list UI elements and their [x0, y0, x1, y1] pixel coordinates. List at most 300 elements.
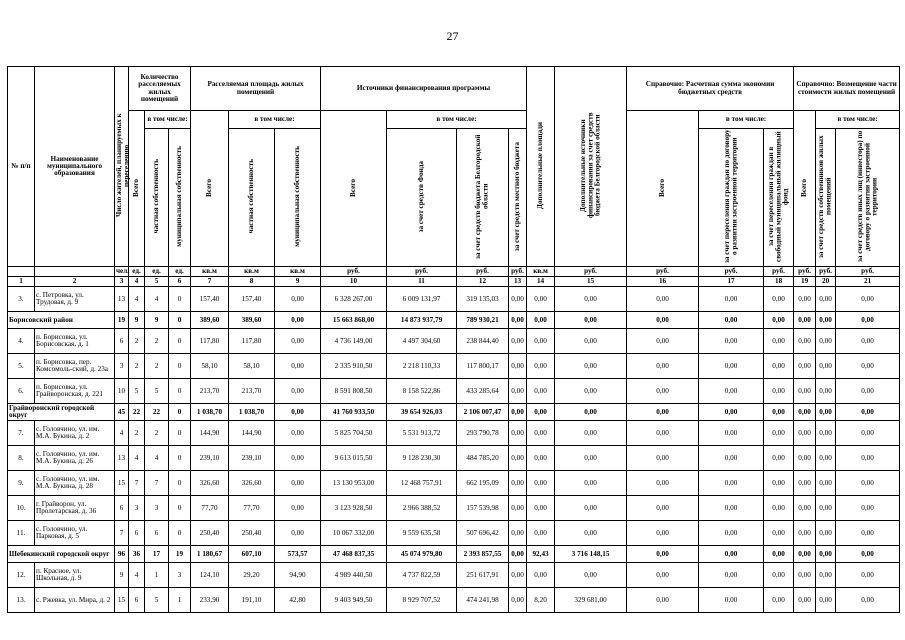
unit-cell: кв.м — [229, 267, 275, 277]
region-name: Борисовский район — [8, 312, 115, 329]
address-cell: с. Головчино, ул. им. М.А. Букина, д. 28 — [35, 471, 115, 496]
value-cell: 14 873 937,79 — [387, 312, 457, 329]
value-cell: 0 — [169, 521, 191, 546]
col-index: 3 — [115, 277, 129, 287]
value-cell: 58,10 — [229, 354, 275, 379]
value-cell: 2 — [145, 421, 169, 446]
row-number: 9. — [8, 471, 35, 496]
row-number: 12. — [8, 563, 35, 588]
unit-cell: руб. — [387, 267, 457, 277]
value-cell: 0,00 — [816, 471, 836, 496]
header-fin-fund: за счет средств Фонда — [416, 160, 425, 233]
value-cell: 96 — [115, 546, 129, 563]
value-cell: 0,00 — [836, 421, 900, 446]
value-cell: 92,43 — [527, 546, 555, 563]
unit-cell: руб. — [627, 267, 699, 277]
value-cell: 0 — [169, 354, 191, 379]
value-cell: 94,90 — [275, 563, 321, 588]
col-index: 11 — [387, 277, 457, 287]
value-cell: 4 — [129, 287, 145, 312]
table-row — [8, 421, 900, 446]
col-index: 19 — [794, 277, 816, 287]
value-cell: 0,00 — [836, 588, 900, 613]
value-cell: 0 — [169, 404, 191, 421]
value-cell: 1 — [145, 563, 169, 588]
value-cell: 0,00 — [275, 421, 321, 446]
value-cell: 9 613 015,50 — [321, 446, 387, 471]
table-row — [8, 329, 900, 354]
value-cell: 0,00 — [836, 329, 900, 354]
value-cell: 4 737 822,59 — [387, 563, 457, 588]
col-index: 7 — [191, 277, 229, 287]
value-cell: 15 663 868,00 — [321, 312, 387, 329]
header-area-total: Всего — [204, 178, 213, 197]
value-cell: 0,00 — [699, 421, 764, 446]
value-cell: 389,60 — [191, 312, 229, 329]
value-cell: 0,00 — [764, 563, 794, 588]
value-cell: 6 — [115, 496, 129, 521]
value-cell: 0,00 — [816, 354, 836, 379]
value-cell: 319 135,03 — [457, 287, 509, 312]
value-cell: 0,00 — [699, 496, 764, 521]
value-cell: 0,00 — [527, 421, 555, 446]
header-name: Наименование муниципального образования — [35, 67, 115, 267]
value-cell: 13 — [115, 446, 129, 471]
value-cell: 0,00 — [627, 287, 699, 312]
value-cell: 0,00 — [527, 446, 555, 471]
value-cell: 19 — [115, 312, 129, 329]
header-econ-total: Всего — [657, 178, 666, 197]
col-index: 20 — [816, 277, 836, 287]
header-econ-incl: в том числе: — [699, 111, 794, 129]
units-row — [8, 267, 900, 277]
value-cell: 0,00 — [627, 563, 699, 588]
row-number: 10. — [8, 496, 35, 521]
value-cell: 0,00 — [699, 521, 764, 546]
value-cell: 10 067 332,00 — [321, 521, 387, 546]
value-cell: 0,00 — [764, 354, 794, 379]
value-cell: 0,00 — [627, 546, 699, 563]
value-cell: 3 716 148,15 — [555, 546, 627, 563]
value-cell: 0,00 — [555, 287, 627, 312]
header-count-incl: в том числе: — [145, 111, 191, 129]
value-cell: 15 — [115, 588, 129, 613]
unit-cell: руб. — [321, 267, 387, 277]
value-cell: 0 — [169, 496, 191, 521]
value-cell: 45 — [115, 404, 129, 421]
value-cell: 4 — [129, 446, 145, 471]
value-cell: 0,00 — [555, 563, 627, 588]
value-cell: 4 — [129, 563, 145, 588]
value-cell: 293 790,78 — [457, 421, 509, 446]
value-cell: 0,00 — [794, 379, 816, 404]
value-cell: 7 — [145, 471, 169, 496]
value-cell: 0,00 — [836, 312, 900, 329]
table-row — [8, 563, 900, 588]
value-cell: 0,00 — [509, 404, 527, 421]
address-cell: п. Борисовка, ул. Грайворонская, д. 221 — [35, 379, 115, 404]
value-cell: 326,60 — [191, 471, 229, 496]
header-fin-local: за счет средств местного бюджета — [512, 141, 521, 252]
value-cell: 0,00 — [627, 329, 699, 354]
value-cell: 213,70 — [229, 379, 275, 404]
unit-cell: руб. — [699, 267, 764, 277]
value-cell: 157,40 — [191, 287, 229, 312]
value-cell: 0,00 — [275, 404, 321, 421]
value-cell: 0 — [169, 329, 191, 354]
value-cell: 3 — [145, 496, 169, 521]
value-cell: 9 128 230,30 — [387, 446, 457, 471]
value-cell: 0,00 — [764, 404, 794, 421]
col-index: 8 — [229, 277, 275, 287]
unit-cell: руб. — [816, 267, 836, 277]
address-cell: п. Борисовка, пер. Комсомоль-ский, д. 23а — [35, 354, 115, 379]
value-cell: 0 — [169, 446, 191, 471]
value-cell: 250,40 — [229, 521, 275, 546]
value-cell: 0,00 — [816, 287, 836, 312]
value-cell: 8 158 522,86 — [387, 379, 457, 404]
value-cell: 0,00 — [627, 404, 699, 421]
value-cell: 0,00 — [509, 379, 527, 404]
value-cell: 0,00 — [764, 312, 794, 329]
value-cell: 22 — [129, 404, 145, 421]
header-num: № п/п — [8, 67, 35, 267]
value-cell: 0,00 — [794, 563, 816, 588]
value-cell: 9 — [145, 312, 169, 329]
value-cell: 0,00 — [816, 329, 836, 354]
value-cell: 484 785,20 — [457, 446, 509, 471]
value-cell: 0 — [169, 287, 191, 312]
value-cell: 0,00 — [275, 471, 321, 496]
value-cell: 233,90 — [191, 588, 229, 613]
value-cell: 250,40 — [191, 521, 229, 546]
value-cell: 0,00 — [836, 496, 900, 521]
value-cell: 157,40 — [229, 287, 275, 312]
value-cell: 9 559 635,58 — [387, 521, 457, 546]
col-index: 2 — [35, 277, 115, 287]
value-cell: 144,90 — [229, 421, 275, 446]
value-cell: 0,00 — [527, 312, 555, 329]
value-cell: 39 654 926,03 — [387, 404, 457, 421]
value-cell: 144,90 — [191, 421, 229, 446]
value-cell: 0,00 — [509, 312, 527, 329]
value-cell: 0,00 — [794, 496, 816, 521]
value-cell: 0,00 — [527, 563, 555, 588]
value-cell: 22 — [145, 404, 169, 421]
value-cell: 0 — [169, 312, 191, 329]
value-cell: 45 074 979,80 — [387, 546, 457, 563]
value-cell: 6 — [129, 521, 145, 546]
value-cell: 0,00 — [527, 379, 555, 404]
value-cell: 0,00 — [816, 421, 836, 446]
value-cell: 0,00 — [764, 471, 794, 496]
value-cell: 0,00 — [627, 354, 699, 379]
value-cell: 0,00 — [699, 471, 764, 496]
col-index: 14 — [527, 277, 555, 287]
value-cell: 9 — [129, 312, 145, 329]
value-cell: 4 — [115, 421, 129, 446]
value-cell: 0,00 — [816, 521, 836, 546]
value-cell: 0,00 — [836, 446, 900, 471]
col-index: 18 — [764, 277, 794, 287]
header-count-municipal: муниципальная собственность — [174, 146, 183, 247]
unit-cell: руб. — [457, 267, 509, 277]
value-cell: 0,00 — [794, 312, 816, 329]
value-cell: 0,00 — [627, 496, 699, 521]
value-cell: 8,20 — [527, 588, 555, 613]
value-cell: 0,00 — [627, 312, 699, 329]
address-cell: с. Головчино, ул. им. М.А. Букина, д. 2 — [35, 421, 115, 446]
value-cell: 0,00 — [764, 421, 794, 446]
value-cell: 0,00 — [509, 588, 527, 613]
row-number: 4. — [8, 329, 35, 354]
value-cell: 1 038,70 — [191, 404, 229, 421]
header-count-total: Всего — [131, 178, 140, 197]
value-cell: 0,00 — [275, 354, 321, 379]
header-fin-incl: в том числе: — [387, 111, 527, 129]
value-cell: 42,80 — [275, 588, 321, 613]
value-cell: 3 — [169, 563, 191, 588]
value-cell: 4 989 440,50 — [321, 563, 387, 588]
value-cell: 6 009 131,97 — [387, 287, 457, 312]
value-cell: 0,00 — [699, 312, 764, 329]
resettlement-table — [7, 66, 900, 613]
value-cell: 10 — [115, 379, 129, 404]
address-cell: п. Красное, ул. Школьная, д. 9 — [35, 563, 115, 588]
value-cell: 0,00 — [836, 287, 900, 312]
value-cell: 2 966 388,52 — [387, 496, 457, 521]
col-index: 9 — [275, 277, 321, 287]
value-cell: 329 681,00 — [555, 588, 627, 613]
value-cell: 2 — [129, 354, 145, 379]
value-cell: 0,00 — [555, 471, 627, 496]
value-cell: 0,00 — [527, 404, 555, 421]
address-cell: с. Петровка, ул. Трудовая, д. 9 — [35, 287, 115, 312]
value-cell: 0,00 — [275, 329, 321, 354]
subtotal-row — [8, 404, 900, 421]
unit-cell: кв.м — [527, 267, 555, 277]
value-cell: 0,00 — [816, 404, 836, 421]
col-index: 17 — [699, 277, 764, 287]
value-cell: 2 106 007,47 — [457, 404, 509, 421]
value-cell: 0,00 — [836, 563, 900, 588]
value-cell: 507 696,42 — [457, 521, 509, 546]
header-area-municipal: муниципальная собственность — [292, 146, 301, 247]
value-cell: 47 468 837,35 — [321, 546, 387, 563]
header-add-area: Дополнительные площади — [535, 122, 544, 209]
col-index: 12 — [457, 277, 509, 287]
value-cell: 0,00 — [509, 329, 527, 354]
value-cell: 41 760 933,50 — [321, 404, 387, 421]
value-cell: 117 800,17 — [457, 354, 509, 379]
value-cell: 0,00 — [627, 471, 699, 496]
table-row — [8, 521, 900, 546]
value-cell: 2 — [145, 329, 169, 354]
value-cell: 0,00 — [555, 312, 627, 329]
value-cell: 0,00 — [555, 329, 627, 354]
value-cell: 9 — [115, 563, 129, 588]
value-cell: 0,00 — [836, 546, 900, 563]
value-cell: 6 — [115, 329, 129, 354]
value-cell: 0,00 — [764, 588, 794, 613]
value-cell: 117,80 — [191, 329, 229, 354]
value-cell: 0,00 — [555, 379, 627, 404]
value-cell: 0,00 — [836, 521, 900, 546]
address-cell: с. Головчино, ул. Парковая, д. 5 — [35, 521, 115, 546]
value-cell: 6 — [129, 588, 145, 613]
value-cell: 12 468 757,91 — [387, 471, 457, 496]
col-index: 13 — [509, 277, 527, 287]
subtotal-row — [8, 312, 900, 329]
unit-cell: кв.м — [275, 267, 321, 277]
row-number: 6. — [8, 379, 35, 404]
value-cell: 0,00 — [794, 287, 816, 312]
value-cell: 0 — [169, 471, 191, 496]
value-cell: 0,00 — [764, 496, 794, 521]
col-index: 5 — [145, 277, 169, 287]
value-cell: 0,00 — [699, 354, 764, 379]
value-cell: 58,10 — [191, 354, 229, 379]
value-cell: 0,00 — [816, 446, 836, 471]
value-cell: 117,80 — [229, 329, 275, 354]
value-cell: 3 — [129, 496, 145, 521]
value-cell: 8 591 808,50 — [321, 379, 387, 404]
row-number: 3. — [8, 287, 35, 312]
unit-cell: ед. — [129, 267, 145, 277]
table-row — [8, 588, 900, 613]
value-cell: 662 195,09 — [457, 471, 509, 496]
value-cell: 124,10 — [191, 563, 229, 588]
value-cell: 77,70 — [191, 496, 229, 521]
value-cell: 0,00 — [509, 471, 527, 496]
value-cell: 0 — [169, 379, 191, 404]
value-cell: 0,00 — [275, 496, 321, 521]
value-cell: 0,00 — [509, 563, 527, 588]
row-number: 8. — [8, 446, 35, 471]
value-cell: 0,00 — [627, 379, 699, 404]
value-cell: 0,00 — [794, 588, 816, 613]
value-cell: 2 — [129, 421, 145, 446]
value-cell: 5 — [129, 379, 145, 404]
value-cell: 0,00 — [699, 546, 764, 563]
value-cell: 326,60 — [229, 471, 275, 496]
value-cell: 0,00 — [527, 471, 555, 496]
value-cell: 4 497 304,60 — [387, 329, 457, 354]
value-cell: 0,00 — [527, 354, 555, 379]
value-cell: 0,00 — [627, 421, 699, 446]
value-cell: 0,00 — [764, 446, 794, 471]
header-area-group: Расселяемая площадь жилых помещений — [191, 67, 321, 111]
value-cell: 0,00 — [627, 521, 699, 546]
value-cell: 36 — [129, 546, 145, 563]
value-cell: 0,00 — [816, 312, 836, 329]
value-cell: 0,00 — [275, 521, 321, 546]
header-add-sources: Дополнительные источники финансирования за счет средств бюджета Белгородской области — [578, 112, 602, 219]
value-cell: 0,00 — [699, 404, 764, 421]
value-cell: 0,00 — [275, 287, 321, 312]
value-cell: 13 — [115, 287, 129, 312]
value-cell: 0,00 — [555, 521, 627, 546]
value-cell: 213,70 — [191, 379, 229, 404]
table-row — [8, 379, 900, 404]
unit-cell: руб. — [794, 267, 816, 277]
header-reimb-total: Всего — [799, 178, 808, 197]
col-index: 6 — [169, 277, 191, 287]
value-cell: 2 335 910,50 — [321, 354, 387, 379]
value-cell: 238 844,40 — [457, 329, 509, 354]
value-cell: 433 285,64 — [457, 379, 509, 404]
column-index-row — [8, 277, 900, 287]
value-cell: 2 218 110,33 — [387, 354, 457, 379]
value-cell: 6 328 267,00 — [321, 287, 387, 312]
subtotal-row — [8, 546, 900, 563]
value-cell: 17 — [145, 546, 169, 563]
value-cell: 0,00 — [509, 496, 527, 521]
value-cell: 0,00 — [555, 404, 627, 421]
value-cell: 0,00 — [836, 379, 900, 404]
header-fin-total: Всего — [348, 178, 357, 197]
value-cell: 0,00 — [555, 496, 627, 521]
value-cell: 0,00 — [527, 521, 555, 546]
value-cell: 0,00 — [794, 421, 816, 446]
value-cell: 0,00 — [764, 521, 794, 546]
region-name: Шебекинский городской округ — [8, 546, 115, 563]
value-cell: 0,00 — [275, 312, 321, 329]
value-cell: 0 — [169, 421, 191, 446]
value-cell: 0,00 — [699, 329, 764, 354]
table-row — [8, 471, 900, 496]
value-cell: 0,00 — [794, 354, 816, 379]
value-cell: 0,00 — [555, 421, 627, 446]
value-cell: 3 — [115, 354, 129, 379]
col-index: 21 — [836, 277, 900, 287]
value-cell: 0,00 — [816, 496, 836, 521]
value-cell: 0,00 — [509, 421, 527, 446]
value-cell: 0,00 — [527, 287, 555, 312]
value-cell: 0,00 — [699, 287, 764, 312]
value-cell: 0,00 — [275, 379, 321, 404]
value-cell: 2 — [145, 354, 169, 379]
header-residents: Число жителей, планируемых к переселению — [115, 113, 131, 218]
header-count-group: Количество расселяемых жилых помещений — [129, 67, 191, 111]
header-fin-regional: за счет средств бюджета Белгородской области — [474, 134, 490, 259]
value-cell: 8 929 707,52 — [387, 588, 457, 613]
value-cell: 3 123 928,50 — [321, 496, 387, 521]
col-index: 4 — [129, 277, 145, 287]
value-cell: 0,00 — [509, 287, 527, 312]
header-reimb-incl: в том числе: — [816, 111, 900, 129]
value-cell: 0,00 — [509, 546, 527, 563]
value-cell: 4 736 149,00 — [321, 329, 387, 354]
value-cell: 0,00 — [816, 563, 836, 588]
table-row — [8, 496, 900, 521]
value-cell: 0,00 — [764, 379, 794, 404]
header-area-private: частная собственность — [246, 159, 255, 234]
value-cell: 0,00 — [816, 588, 836, 613]
row-number: 7. — [8, 421, 35, 446]
value-cell: 191,10 — [229, 588, 275, 613]
value-cell: 0,00 — [794, 471, 816, 496]
col-index: 10 — [321, 277, 387, 287]
value-cell: 0,00 — [764, 329, 794, 354]
header-area-incl: в том числе: — [229, 111, 321, 129]
value-cell: 0,00 — [555, 446, 627, 471]
unit-cell: ед. — [169, 267, 191, 277]
value-cell: 0,00 — [794, 329, 816, 354]
value-cell: 13 130 953,00 — [321, 471, 387, 496]
value-cell: 9 403 949,50 — [321, 588, 387, 613]
value-cell: 789 930,21 — [457, 312, 509, 329]
